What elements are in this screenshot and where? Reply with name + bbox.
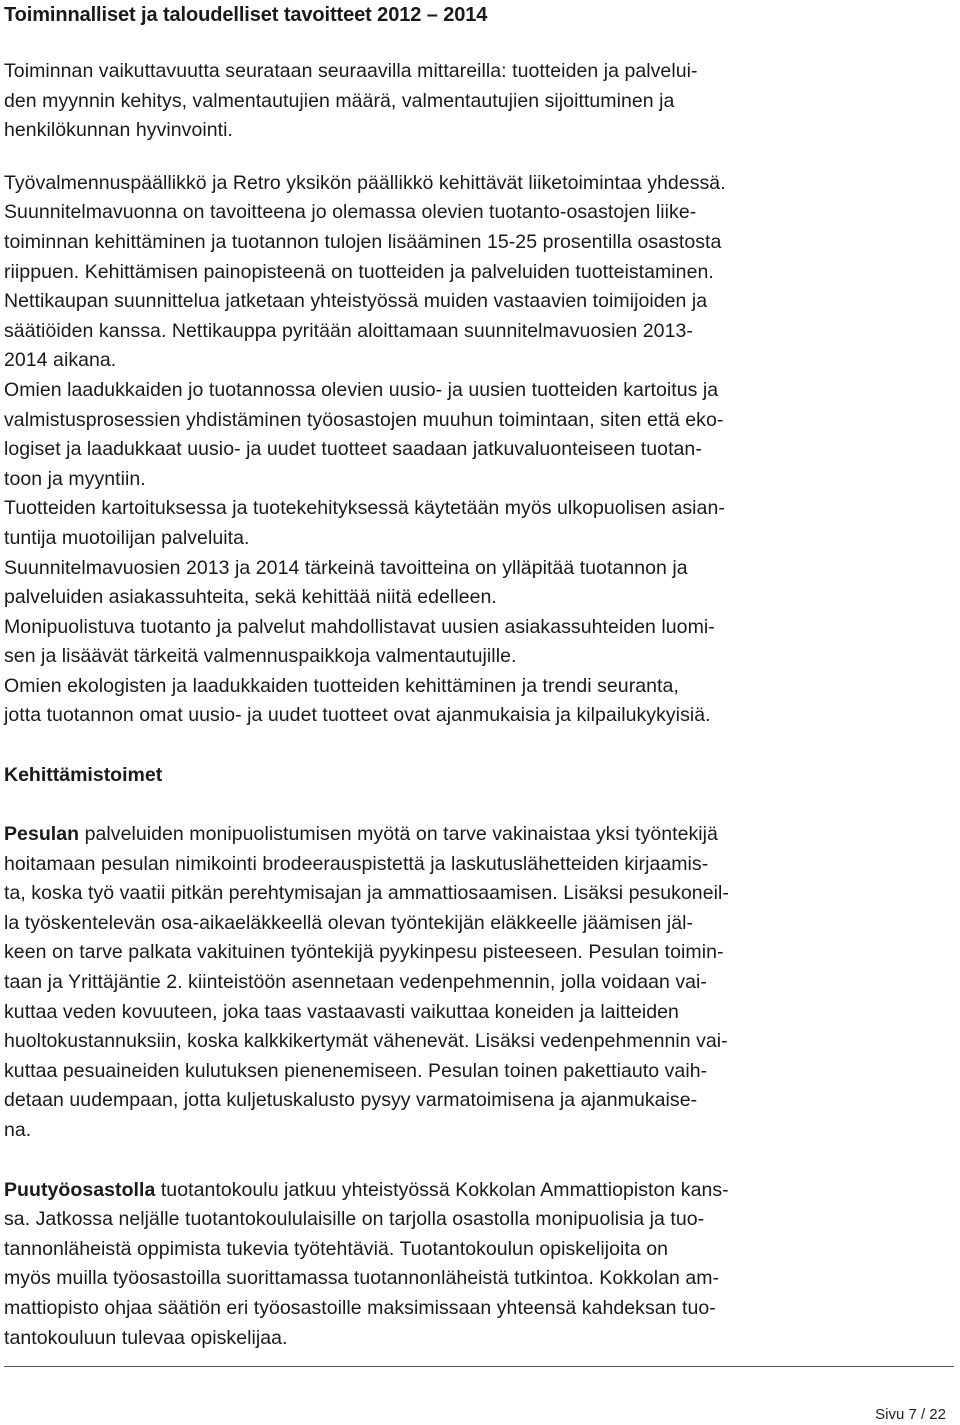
pesula-line: taan ja Yrittäjäntie 2. kiinteistöön asennetaan vedenpehmennin, jolla voidaan vai-: [4, 971, 707, 994]
intro-line: den myynnin kehitys, valmentautujien määrä, valmentautujien sijoittuminen ja: [4, 89, 675, 112]
pesula-lead: Pesulan: [4, 823, 80, 846]
page-number: Sivu 7 / 22: [875, 1406, 946, 1423]
goals-line: toiminnan kehittäminen ja tuotannon tulojen lisääminen 15-25 prosentilla osastosta: [4, 230, 722, 253]
pesula-line: hoitamaan pesulan nimikointi brodeerauspistettä ja laskutuslähetteiden kirjaamis-: [4, 852, 709, 875]
puutyo-paragraph: [4, 1176, 954, 1354]
page-heading: Toiminnalliset ja taloudelliset tavoitteet 2012 – 2014: [4, 4, 488, 26]
pesula-line: na.: [4, 1119, 32, 1141]
intro-line: henkilökunnan hyvinvointi.: [4, 119, 233, 142]
goals-line: palveluiden asiakassuhteita, sekä kehittää niitä edelleen.: [4, 586, 497, 609]
pesula-line: kuttaa veden kovuuteen, joka taas vastaavasti vaikuttaa koneiden ja laitteiden: [4, 1000, 679, 1023]
goals-line: Työvalmennuspäällikkö ja Retro yksikön päällikkö kehittävät liiketoimintaa yhdessä.: [4, 171, 726, 194]
goals-line: tuntija muotoilijan palveluita.: [4, 526, 250, 549]
pesula-line: huoltokustannuksiin, koska kalkkikertymät vähenevät. Lisäksi vedenpehmennin vai-: [4, 1030, 728, 1053]
goals-line: 2014 aikana.: [4, 349, 117, 372]
goals-line: Omien laadukkaiden jo tuotannossa olevien uusio- ja uusien tuotteiden kartoitus ja: [4, 378, 719, 401]
puutyo-line: tantokouluun tulevaa opiskelijaa.: [4, 1326, 288, 1349]
intro-line: Toiminnan vaikuttavuutta seurataan seuraavilla mittareilla: tuotteiden ja palvelui-: [4, 60, 698, 82]
puutyo-first-line-text: tuotantokoulu jatkuu yhteistyössä Kokkolan Ammattiopiston kans-: [155, 1178, 729, 1201]
pesula-first-line-text: palveluiden monipuolistumisen myötä on tarve vakinaistaa yksi työntekijä: [79, 823, 718, 846]
document-page: [4, 0, 954, 1353]
puutyo-first-line: [4, 1176, 954, 1206]
puutyo-line: tannonläheistä oppimista tukevia työtehtäviä. Tuotantokoulun opiskelijoita on: [4, 1237, 669, 1260]
goals-paragraph: [4, 169, 954, 731]
goals-line: Omien ekologisten ja laadukkaiden tuotteiden kehittäminen ja trendi seuranta,: [4, 674, 679, 697]
intro-paragraph: [4, 57, 954, 146]
goals-line: logiset ja laadukkaat uusio- ja uudet tuotteet saadaan jatkuvaluonteiseen tuotan-: [4, 438, 702, 461]
puutyo-line: sa. Jatkossa neljälle tuotantokoululaisille on tarjolla osastolla monipuolisia ja tuo-: [4, 1208, 705, 1231]
goals-line: jotta tuotannon omat uusio- ja uudet tuotteet ovat ajanmukaisia ja kilpailukykyisiä.: [4, 704, 711, 727]
pesula-line: la työskentelevän osa-aikaeläkkeellä olevan työntekijän eläkkeelle jäämisen jäl-: [4, 911, 694, 934]
pesula-line: keen on tarve palkata vakituinen työntekijä pyykinpesu pisteeseen. Pesulan toimin-: [4, 941, 724, 964]
pesula-line: kuttaa pesuaineiden kulutuksen pienenemiseen. Pesulan toinen pakettiauto vaih-: [4, 1059, 708, 1082]
section-title: Kehittämistoimet: [4, 764, 163, 787]
goals-line: säätiöiden kanssa. Nettikauppa pyritään aloittamaan suunnitelmavuosien 2013-: [4, 319, 693, 342]
goals-line: toon ja myyntiin.: [4, 467, 146, 490]
goals-line: Monipuolistuva tuotanto ja palvelut mahdollistavat uusien asiakassuhteiden luomi-: [4, 615, 715, 638]
goals-line: valmistusprosessien yhdistäminen työosastojen muuhun toimintaan, siten että eko-: [4, 408, 724, 431]
spacer: [4, 731, 954, 761]
goals-line: Suunnitelmavuosien 2013 ja 2014 tärkeinä tavoitteina on ylläpitää tuotannon ja: [4, 556, 688, 579]
puutyo-line: myös muilla työosastoilla suorittamassa tuotannonläheistä tutkintoa. Kokkolan am-: [4, 1267, 720, 1290]
goals-line: sen ja lisäävät tärkeitä valmennuspaikkoja valmentautujille.: [4, 645, 517, 668]
goals-line: riippuen. Kehittämisen painopisteenä on tuotteiden ja palveluiden tuotteistaminen.: [4, 260, 714, 283]
spacer: [4, 790, 954, 820]
goals-line: Nettikaupan suunnittelua jatketaan yhteistyössä muiden vastaavien toimijoiden ja: [4, 290, 708, 313]
pesula-paragraph: [4, 820, 954, 1146]
pesula-line: detaan uudempaan, jotta kuljetuskalusto pysyy varmatoimisena ja ajanmukaise-: [4, 1089, 698, 1112]
goals-line: Tuotteiden kartoituksessa ja tuotekehityksessä käytetään myös ulkopuolisen asian-: [4, 497, 725, 520]
pesula-line: ta, koska työ vaatii pitkän perehtymisajan ja ammattiosaamisen. Lisäksi pesukoneil-: [4, 882, 729, 905]
goals-line: Suunnitelmavuonna on tavoitteena jo olemassa olevien tuotanto-osastojen liike-: [4, 201, 697, 224]
puutyo-line: mattiopisto ohjaa säätiön eri työosastoille maksimissaan yhteensä kahdeksan tuo-: [4, 1296, 716, 1319]
puutyo-lead: Puutyöosastolla: [4, 1178, 156, 1201]
footer-divider: [4, 1366, 954, 1367]
pesula-first-line: [4, 820, 954, 850]
spacer: [4, 28, 954, 57]
spacer: [4, 146, 954, 169]
spacer: [4, 1146, 954, 1176]
